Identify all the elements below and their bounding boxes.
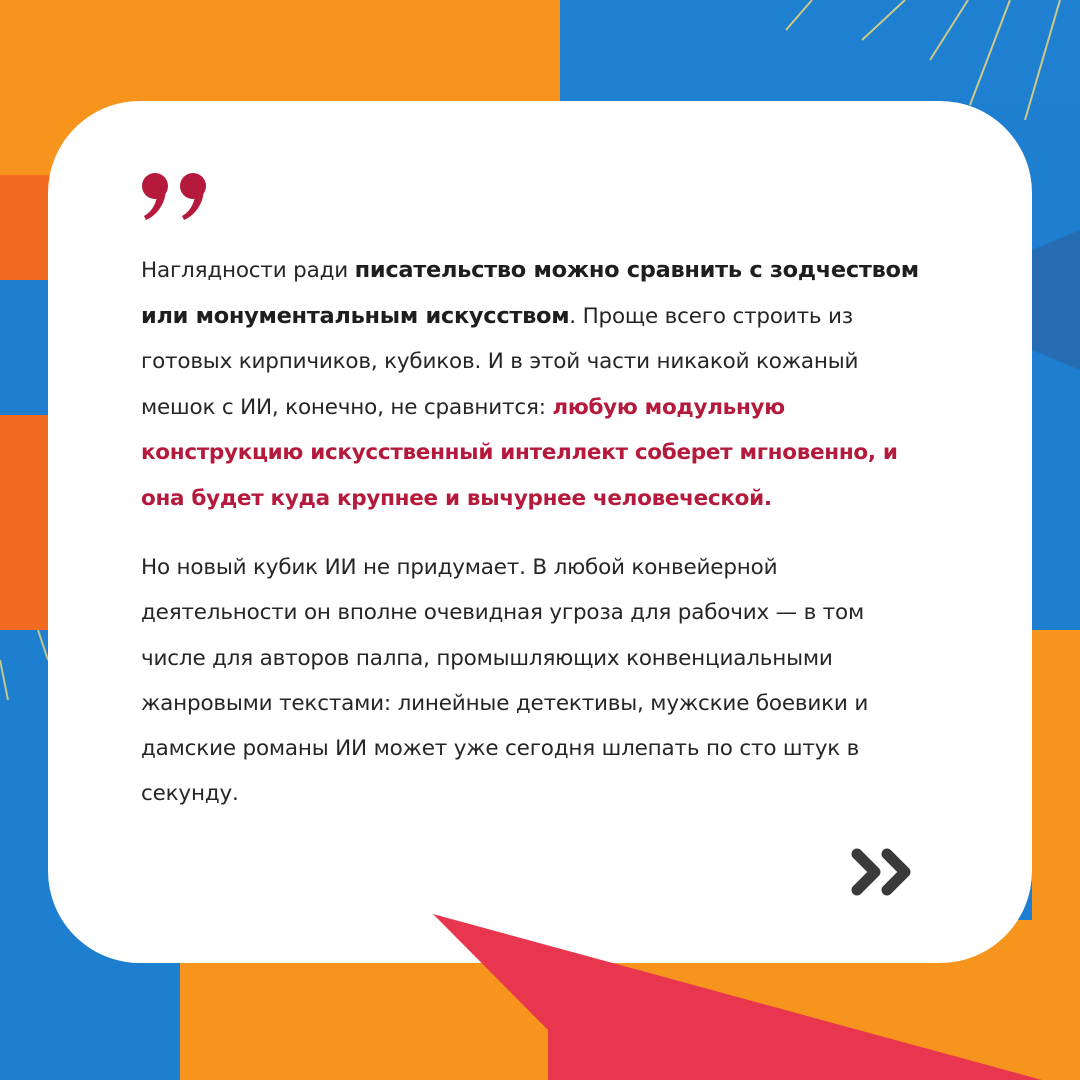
- paragraph-1-body: . Проще всего строить из готовых кирпичиков, кубиков. И в этой части никакой кожаный мешок с ИИ, конечно, не сравнится:: [141, 303, 859, 420]
- double-chevron-right-icon[interactable]: [849, 846, 915, 898]
- quote-open-icon: [140, 172, 212, 222]
- paragraph-2: Но новый кубик ИИ не придумает. В любой конвейерной деятельности он вполне очевидная угроза для рабочих — в том числе для авторов палпа, промышляющих конвенциальными жанровыми текстами: линейные детективы, мужские боевики и дамские романы ИИ может уже сегодня шлепать по сто штук в секунду.: [141, 555, 869, 807]
- paragraph-1-highlight: любую модульную конструкцию искусственный интеллект соберет мгновенно, и она будет куда крупнее и вычурнее человеческой.: [141, 394, 898, 511]
- paragraph-1: [141, 248, 931, 521]
- quote-text: [141, 248, 931, 817]
- paragraph-1-emphasis: писательство можно сравнить с зодчеством или монументальным искусством: [141, 257, 919, 329]
- paragraph-1-intro: Наглядности ради: [141, 258, 355, 283]
